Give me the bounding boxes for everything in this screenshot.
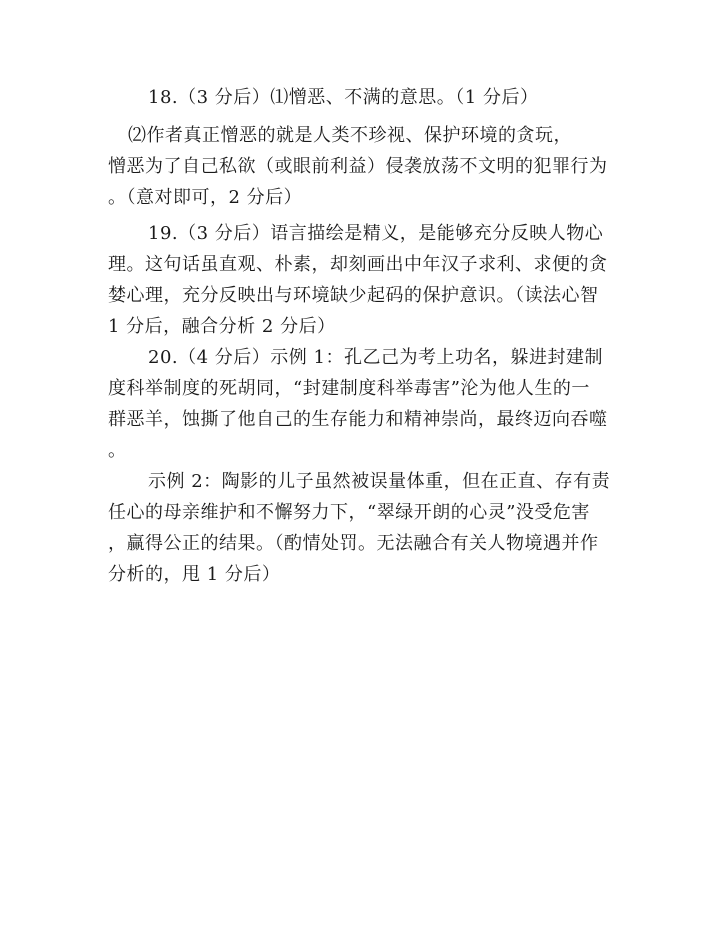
text-line: 任心的母亲维护和不懈努力下，“翠绿开朗的心灵”没受危害 [108, 502, 590, 523]
answer-20-example-1 [108, 342, 618, 466]
text-line: 群恶羊，蚀撕了他自己的生存能力和精神崇尚，最终迈向吞噬 [108, 409, 608, 430]
text-line: 婪心理，充分反映出与环境缺少起码的保护意识。（读法心智 [108, 285, 599, 306]
answer-19 [108, 218, 618, 342]
text-line: 20.（4 分后）示例 1：孔乙己为考上功名，躲进封建制 [148, 347, 603, 368]
text-line: 。（意对即可，2 分后） [108, 187, 303, 208]
text-line: 示例 2：陶影的儿子虽然被误量体重，但在正直、存有责 [148, 471, 611, 492]
answer-18-part-2 [108, 120, 618, 213]
answer-20-example-2 [108, 466, 618, 590]
answer-18-part-1 [108, 82, 618, 113]
text-line: 18.（3 分后）⑴憎恶、不满的意思。（1 分后） [148, 87, 539, 108]
text-line: 憎恶为了自己私欲（或眼前利益）侵袭放荡不文明的犯罪行为 [108, 156, 608, 177]
text-line: 度科举制度的死胡同，“封建制度科举毒害”沦为他人生的一 [108, 378, 590, 399]
text-line: 1 分后，融合分析 2 分后） [108, 316, 336, 337]
text-line: ⑵作者真正憎恶的就是人类不珍视、保护环境的贪玩， [128, 125, 572, 146]
text-line: 分析的，甩 1 分后） [108, 564, 281, 585]
text-line: 。 [108, 440, 127, 461]
text-line: 19.（3 分后）语言描绘是精义，是能够充分反映人物心 [148, 223, 604, 244]
text-line: ，赢得公正的结果。（酌情处罚。无法融合有关人物境遇并作 [108, 533, 599, 554]
text-line: 理。这句话虽直观、朴素，却刻画出中年汉子求利、求便的贪 [108, 254, 608, 275]
